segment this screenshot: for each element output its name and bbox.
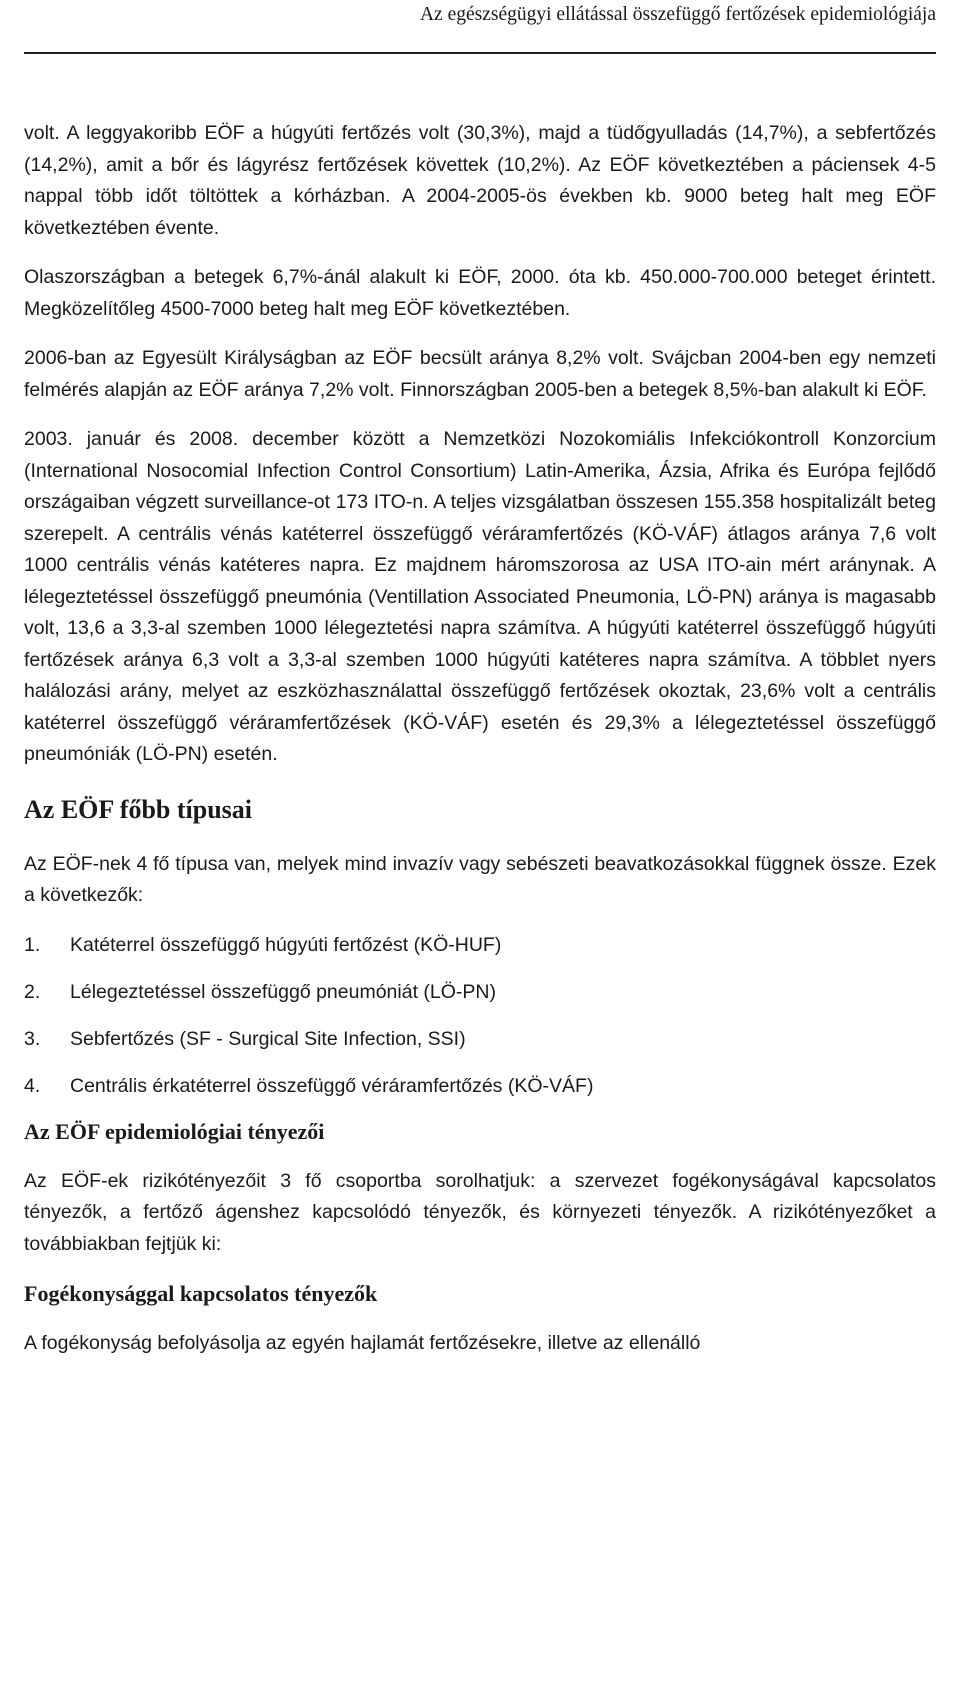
list-item <box>24 930 936 961</box>
list-item <box>24 977 936 1008</box>
paragraph-inicc: 2003. január és 2008. december között a Nemzetközi Nozokomiális Infekciókontroll Konzorcium (International Nosocomial Infection Control Consortium) Latin-Amerika, Ázsia, Afrika és Európa fejlődő országaiban végzett surveillance-ot 173 ITO-n. A teljes vizsgálatban összesen 155.358 hospitalizált beteg szerepelt. A centrális vénás katéterrel összefüggő véráramfertőzés (KÖ-VÁF) átlagos aránya 7,6 volt 1000 centrális vénás katéteres napra. Ez majdnem háromszorosa az USA ITO-ain mért aránynak. A lélegeztetéssel összefüggő pneumónia (Ventillation Associated Pneumonia, LÖ-PN) aránya is magasabb volt, 13,6 a 3,3-al szemben 1000 lélegeztetési napra számítva. A húgyúti katéterrel összefüggő húgyúti fertőzések aránya 6,3 volt a 3,3-al szemben 1000 húgyúti katéteres napra számítva. A többlet nyers halálozási arány, melyet az eszközhasználattal összefüggő fertőzések okoztak, 23,6% volt a centrális katéterrel összefüggő véráramfertőzések (KÖ-VÁF) esetén és 29,3% a lélegeztetéssel összefüggő pneumóniák (LÖ-PN) esetén. <box>24 428 936 765</box>
paragraph-europe-stats: volt. A leggyakoribb EÖF a húgyúti fertőzés volt (30,3%), majd a tüdőgyulladás (14,7%), a sebfertőzés (14,2%), amit a bőr és lágyrész fertőzések követtek (10,2%). Az EÖF következtében a páciensek 4-5 nappal több időt töltöttek a kórházban. A 2004-2005-ös években kb. 9000 beteg halt meg EÖF következtében évente. <box>24 122 936 239</box>
types-list <box>24 930 936 1102</box>
list-item-number: 4. <box>24 1074 41 1097</box>
heading-main-types: Az EÖF főbb típusai <box>24 794 253 824</box>
list-item-text: Katéterrel összefüggő húgyúti fertőzést (KÖ-HUF) <box>70 933 502 956</box>
paragraph-susceptibility: A fogékonyság befolyásolja az egyén hajlamát fertőzésekre, illetve az ellenálló <box>24 1332 701 1354</box>
paragraph-risk-factors: Az EÖF-ek rizikótényezőit 3 fő csoportba sorolhatjuk: a szervezet fogékonyságával kapcsolatos tényezők, a fertőző ágenshez kapcsolódó tényezők, és környezeti tényezők. A rizikótényezőket a továbbiakban fejtjük ki: <box>24 1169 936 1255</box>
running-header <box>24 0 936 54</box>
list-item-number: 2. <box>24 980 41 1003</box>
paragraph-uk-switzerland-finland: 2006-ban az Egyesült Királyságban az EÖF becsült aránya 8,2% volt. Svájcban 2004-ben egy nemzeti felmérés alapján az EÖF aránya 7,2% volt. Finnországban 2005-ben a betegek 8,5%-ban alakult ki EÖF. <box>24 347 936 401</box>
list-item-text: Sebfertőzés (SF - Surgical Site Infection, SSI) <box>70 1027 466 1050</box>
paragraph-italy: Olaszországban a betegek 6,7%-ánál alakult ki EÖF, 2000. óta kb. 450.000-700.000 beteget érintett. Megközelítőleg 4500-7000 beteg halt meg EÖF következtében. <box>24 266 936 320</box>
document-body <box>24 118 936 1360</box>
list-item <box>24 1071 936 1102</box>
list-item <box>24 1024 936 1055</box>
heading-susceptibility-factors: Fogékonysággal kapcsolatos tényezők <box>24 1281 378 1306</box>
paragraph-types-intro: Az EÖF-nek 4 fő típusa van, melyek mind invazív vagy sebészeti beavatkozásokkal függnek össze. Ezek a következők: <box>24 852 936 906</box>
list-item-text: Lélegeztetéssel összefüggő pneumóniát (LÖ-PN) <box>70 980 496 1003</box>
list-item-text: Centrális érkatéterrel összefüggő véráramfertőzés (KÖ-VÁF) <box>70 1074 594 1097</box>
heading-epidemiological-factors: Az EÖF epidemiológiai tényezői <box>24 1118 325 1144</box>
list-item-number: 3. <box>24 1027 41 1050</box>
running-header-title: Az egészségügyi ellátással összefüggő fertőzések epidemiológiája <box>419 4 936 25</box>
list-item-number: 1. <box>24 933 41 956</box>
